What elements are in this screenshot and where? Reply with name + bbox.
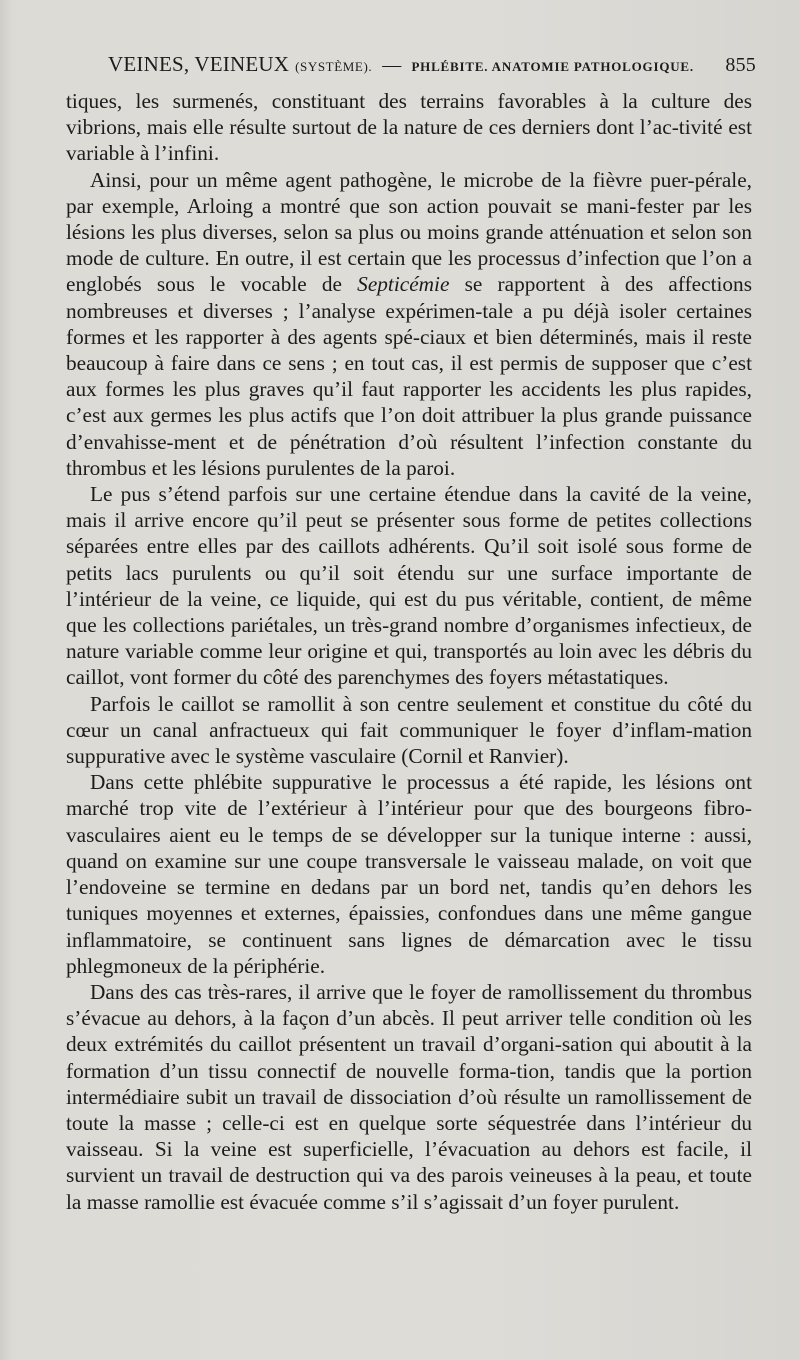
paragraph bbox=[66, 979, 752, 1215]
paragraph bbox=[66, 691, 752, 770]
page-number: 855 bbox=[725, 54, 756, 76]
paragraph-text: Parfois le caillot se ramollit à son centre seulement et constitue du côté du cœur un canal anfractueux qui fait communiquer le foyer d’inflam-mation suppurative avec le système vasculaire (Cornil et Ranvier). bbox=[66, 691, 752, 769]
paragraph bbox=[66, 167, 752, 481]
paragraph bbox=[66, 481, 752, 691]
paragraph-text: Le pus s’étend parfois sur une certaine étendue dans la cavité de la veine, mais il arrive encore qu’il peut se présenter sous forme de petites collections séparées entre elles par des caillots adhérents. Qu’il soit isolé sous forme de petits lacs purulents ou qu’il soit étendu sur une surface importante de l’intérieur de la veine, ce liquide, qui est du pus véritable, contient, de même que les collections pariétales, un très-grand nombre d’organismes infectieux, de nature variable comme leur origine et qui, transportés au loin avec les débris du caillot, vont former du côté des parenchymes des foyers métastatiques. bbox=[66, 482, 752, 690]
paragraph-text: se rapportent à des affections nombreuses et diverses ; l’analyse expérimen-tale a pu déjà isoler certaines formes et les rapporter à des agents spé-ciaux et bien déterminés, mais il reste beaucoup à faire dans ce sens ; en tout cas, il est permis de supposer que c’est aux formes les plus graves qu’il faut rapporter les accidents les plus rapides, c’est aux germes les plus actifs que l’on doit attribuer la plus grande puissance d’envahisse-ment et de pénétration d’où résultent l’infection constante du thrombus et les lésions purulentes de la paroi. bbox=[66, 272, 752, 480]
paragraph bbox=[66, 769, 752, 979]
header-title: VEINES, VEINEUX bbox=[108, 52, 290, 76]
body-text bbox=[66, 88, 752, 1215]
paragraph-text: tiques, les surmenés, constituant des terrains favorables à la culture des vibrions, mais elle résulte surtout de la nature de ces derniers dont l’ac-tivité est variable à l’infini. bbox=[66, 89, 752, 166]
header-title-suffix: (SYSTÈME). bbox=[295, 59, 373, 74]
italic-term: Septicémie bbox=[357, 272, 450, 297]
running-header bbox=[108, 52, 756, 82]
paragraph-text: Dans des cas très-rares, il arrive que le foyer de ramollissement du thrombus s’évacue au dehors, à la façon d’un abcès. Il peut arriver telle condition où les deux extrémités du caillot présentent un travail d’organi-sation qui aboutit à la formation d’un tissu connectif de nouvelle forma-tion, tandis que la portion intermédiaire subit un travail de dissociation d’où résulte un ramollissement de toute la masse ; celle-ci est en quelque sorte séquestrée dans l’intérieur du vaisseau. Si la veine est superficielle, l’évacuation au dehors est facile, il survient un travail de destruction qui va des parois veineuses à la peau, et toute la masse ramollie est évacuée comme s’il s’agissait d’un foyer purulent. bbox=[66, 979, 752, 1214]
paragraph bbox=[66, 88, 752, 167]
header-dash: — bbox=[382, 55, 402, 76]
paragraph-text: Dans cette phlébite suppurative le processus a été rapide, les lésions ont marché trop vite de l’extérieur à l’intérieur pour que des bourgeons fibro-vasculaires aient eu le temps de se développer sur la tunique interne : aussi, quand on examine sur une coupe transversale le vaisseau malade, on voit que l’endoveine se termine en dedans par un bord net, tandis qu’en dehors les tuniques moyennes et externes, épaissies, confondues dans une même gangue inflammatoire, se continuent sans lignes de démarcation avec le tissu phlegmoneux de la périphérie. bbox=[66, 770, 752, 978]
header-section: PHLÉBITE. ANATOMIE PATHOLOGIQUE. bbox=[411, 59, 694, 74]
paragraph-text: Ainsi, pour un même agent pathogène, le microbe de la fièvre puer-pérale, par exemple, Arloing a montré que son action pouvait se mani-fester par les lésions les plus diverses, selon sa plus ou moins grande atténuation et selon son mode de culture. En outre, il est certain que les processus d’infection que l’on a englobés sous le vocable de bbox=[66, 167, 752, 297]
